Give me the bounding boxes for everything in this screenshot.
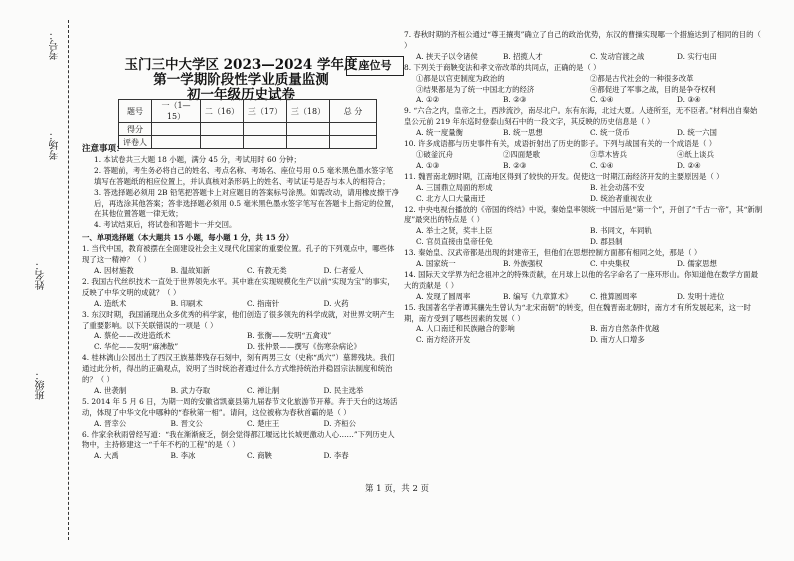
option[interactable]: D. 儒家思想 — [677, 259, 717, 269]
options — [404, 335, 764, 346]
option[interactable]: A. 统一度量衡 — [416, 128, 463, 138]
option: ②都是古代社会的一种很多改革 — [590, 73, 694, 83]
question — [404, 63, 764, 107]
option[interactable]: D. 李春 — [323, 451, 349, 461]
option[interactable]: C. 北方人口大量南迁 — [416, 193, 486, 203]
options — [404, 95, 764, 106]
exam-title-line2: 第一学期阶段性学业质量监测 — [153, 72, 329, 88]
question-stem: 9. “六合之内，皇帝之土，西涉流沙，南尽北户。东有东海，北过大夏。人迹所至，无不臣者。”材料出自秦始皇公元前 219 年东巡时登泰山刻石中的一段文字，其反映的历史信息是（ ） — [404, 106, 758, 127]
binding-margin — [6, 20, 76, 540]
question-stem: 2. 我国古代丝织技术一直处于世界领先水平。其中谁在实现规模化生产以前“实现为宝”的事实，反映了中华文明的成就？（ ） — [82, 276, 395, 297]
seat-number-box: 座位号 — [346, 56, 404, 76]
class-label: 班级： — [36, 370, 47, 400]
option[interactable]: D. 实行屯田 — [677, 51, 717, 61]
page-footer: 第 1 页，共 2 页 — [364, 484, 430, 494]
note-item: 4. 考试结束后，将试卷和答题卡一并交回。 — [94, 220, 237, 230]
score-cell[interactable] — [152, 123, 201, 136]
option[interactable]: C. 统一货币 — [590, 128, 630, 138]
options — [404, 74, 764, 85]
binding-dashed-line — [68, 20, 69, 540]
option[interactable]: B. ②③ — [503, 160, 527, 170]
options — [404, 226, 764, 237]
question-stem: 13. 秦始皇、汉武帝都是出现的封建帝王，但他们在思想控制方面都有相同之处，那是（ ） — [404, 248, 702, 258]
option[interactable]: D. 齐桓公 — [323, 418, 357, 428]
options — [82, 266, 400, 277]
option[interactable]: C. 发动官渡之战 — [590, 51, 645, 61]
question — [82, 430, 400, 463]
option: ①都是以官吏制度为政治的 — [416, 73, 505, 83]
options — [82, 386, 400, 397]
option[interactable]: A. 举士之贤，奖丰上臣 — [416, 226, 493, 236]
option[interactable]: A. 因材施教 — [94, 265, 134, 275]
option[interactable]: B. 统一思想 — [503, 128, 543, 138]
question-stem: 12. 中央电视台播放的《帝国的终结》中说，秦始皇率领统一中国后是“第一个”，开创了“千古一帝”，其“新制度”最突出的特点是（ ） — [404, 204, 763, 225]
options — [404, 324, 764, 335]
option[interactable]: A. 造纸术 — [94, 298, 127, 308]
question-stem: 10. 许多成语都与历史事件有关，成语折射出了历史的影子。下列与战国有关的一个成语是（ ） — [404, 139, 717, 149]
right-body — [404, 30, 764, 346]
options — [404, 183, 764, 194]
options — [82, 451, 400, 462]
option[interactable]: B. 温故知新 — [170, 265, 211, 275]
option[interactable]: C. 华佗——发明“麻沸散” — [94, 342, 179, 352]
options — [82, 299, 400, 310]
option[interactable]: C. 中央集权 — [590, 259, 630, 269]
option: ③草木皆兵 — [590, 149, 627, 159]
option[interactable]: A. 三国鼎立局面的形成 — [416, 182, 493, 192]
score-row-label: 得分 — [119, 123, 152, 136]
option[interactable]: C. 推算圆周率 — [590, 291, 638, 301]
question-stem: 3. 东汉时期，我国涌现出众多优秀的科学家，他们创造了很多领先的科学成就，对世界文明产生了重要影响。以下关联错误的一项是（ ） — [82, 309, 395, 330]
options — [82, 331, 400, 342]
left-column — [82, 0, 400, 103]
option[interactable]: A. 国家统一 — [416, 259, 456, 269]
exam-no-label: 考号： — [50, 30, 61, 60]
question-stem: 7. 春秋时期的齐桓公通过“尊王攘夷”确立了自己的政治优势，东汉的曹操实现哪一个措施达到了相同的目的（ ） — [404, 30, 761, 50]
option[interactable]: D. 发明十进位 — [677, 291, 725, 301]
question-stem: 8. 下列关于商鞅变法和孝文帝改革的共同点，正确的是（ ） — [404, 62, 601, 72]
options — [82, 342, 400, 353]
option: ①破釜沉舟 — [416, 149, 453, 159]
score-cell[interactable] — [330, 123, 377, 136]
option[interactable]: A. 世袭制 — [94, 385, 127, 395]
note-item: 1. 本试卷共三大题 18 小题，满分 45 分，考试用时 60 分钟； — [94, 154, 301, 164]
name-label: 姓名： — [36, 260, 47, 290]
question-stem: 6. 作家余秋雨曾经写道：“我在渐渐疲乏，倒会觉得都江堰远比长城更激动人心……”下列历史人物中，主持修建这一“千年不朽的工程”的是（ ） — [82, 429, 395, 450]
option[interactable]: B. 招揽人才 — [503, 51, 543, 61]
question — [404, 30, 764, 63]
option[interactable]: B. 编写《九章算术》 — [503, 291, 573, 301]
score-row-label: 评卷人 — [119, 136, 152, 149]
note-item: 3. 答选择题必须用 2B 铅笔把答题卡上对应题目的答案标号涂黑。如需改动，请用橡皮擦干净后，再选涂其他答案；答非选择题必须用 0.5 毫米黑色墨水签字笔写在答题卡上指定的位置，在其他位置答题一律无效； — [94, 187, 400, 219]
exam-title-line3: 初一年级历史试卷 — [187, 87, 295, 103]
option[interactable]: C. 有教无类 — [247, 265, 287, 275]
options — [404, 85, 764, 96]
option[interactable]: C. 南方经济开发 — [416, 335, 471, 345]
question — [82, 244, 400, 277]
option: ③结果都是为了统一中国北方的经济 — [416, 84, 535, 94]
option[interactable]: D. ②④ — [677, 160, 701, 170]
option[interactable]: C. 官员直接由皇帝任免 — [416, 237, 493, 247]
option[interactable]: B. 南方自然条件优越 — [590, 324, 660, 334]
question-stem: 14. 国际天文学界为纪念祖冲之的特殊贡献，在月球上以他的名字命名了一座环形山。你知道他在数学方面最大的贡献是（ ） — [404, 269, 759, 290]
notes-heading: 注意事项： — [82, 144, 125, 154]
option[interactable]: C. 商鞅 — [247, 451, 272, 461]
option[interactable]: C. ①④ — [590, 160, 614, 170]
option[interactable]: A. 蔡伦——改进造纸术 — [94, 331, 171, 341]
option: ②四面楚歌 — [503, 149, 540, 159]
option[interactable]: D. 统一六国 — [677, 128, 717, 138]
options — [404, 150, 764, 161]
option[interactable]: A. ①② — [416, 95, 440, 105]
score-col: 总 分 — [330, 100, 377, 123]
question — [404, 139, 764, 172]
option: ④纸上谈兵 — [677, 149, 714, 159]
option[interactable]: B. 武力夺取 — [170, 385, 211, 395]
option[interactable]: B. 张衡——发明“五禽戏” — [247, 331, 332, 341]
exam-room-label: 考场： — [50, 130, 61, 160]
question — [404, 106, 764, 139]
question — [82, 353, 400, 397]
option[interactable]: D. 火药 — [323, 298, 349, 308]
question — [82, 310, 400, 354]
option[interactable]: B. ②③ — [503, 95, 527, 105]
options — [82, 419, 400, 430]
left-body — [82, 144, 400, 462]
option[interactable]: B. 书同文，车同轨 — [590, 226, 652, 236]
exam-title-line1: 玉门三中大学区 2023—2024 学年度 — [124, 57, 358, 73]
question — [82, 397, 400, 430]
options — [404, 194, 764, 205]
score-col: 二（16） — [201, 100, 244, 123]
note-item: 2. 答题前，考生务必将自己的姓名、考点名称、考场名、座位号用 0.5 毫米黑色墨水签字笔填写在答题纸的相应位置上，并认真核对条形码上的姓名、考试证号是否与本人的相符合； — [94, 165, 394, 186]
option[interactable]: D. 仁者爱人 — [323, 265, 364, 275]
options — [404, 259, 764, 270]
option[interactable]: D. 张仲景——撰写《伤寒杂病论》 — [247, 342, 361, 352]
option[interactable]: B. 晋文公 — [170, 418, 203, 428]
score-table — [118, 99, 377, 149]
option[interactable]: C. 指南针 — [247, 298, 280, 308]
question-stem: 11. 魏晋南北朝时期，江南地区得到了较快的开发。促使这一时期江南经济开发的主要原因是（ ） — [404, 171, 724, 181]
question — [82, 277, 400, 310]
option[interactable]: B. 社会动荡不安 — [590, 182, 645, 192]
score-col: 三（18） — [287, 100, 330, 123]
option[interactable]: B. 外族强权 — [503, 259, 543, 269]
options — [404, 237, 764, 248]
question-stem: 5. 2014 年 5 月 6 日，为期一周的安徽省凯豪县第九届春节文化旅游节开幕。奔于天台的这场活动，体现了中华文化中哪种的“春秋第一相”。请问，这位被称为春秋首霸的是（ ） — [82, 396, 398, 417]
option[interactable]: A. 人口南迁和民族融合的影响 — [416, 324, 515, 334]
question — [404, 205, 764, 249]
option[interactable]: C. 禅让制 — [247, 385, 280, 395]
score-col: 三（17） — [244, 100, 287, 123]
option[interactable]: A. 发现了圆周率 — [416, 291, 471, 301]
question — [404, 303, 764, 347]
option[interactable]: B. 印刷术 — [170, 298, 203, 308]
score-cell[interactable] — [287, 123, 330, 136]
section1-heading: 一、单项选择题（本大题共 15 小题，每小题 1 分，共 15 分） — [82, 233, 294, 243]
option[interactable]: D. 统治者重视农业 — [590, 193, 653, 203]
score-cell[interactable] — [244, 123, 287, 136]
question — [404, 270, 764, 303]
option[interactable]: B. 李冰 — [170, 451, 196, 461]
option[interactable]: A. 晋幸公 — [94, 418, 127, 428]
question-stem: 15. 我国著名学者谭其骧先生曾认为“北宋南朝”的转变，但在魏晋南北朝时，南方才有所发展起来，这一时期，南方受到了哪些因素的发展（ ） — [404, 302, 751, 323]
option[interactable]: D. ③④ — [677, 95, 701, 105]
option[interactable]: C. 楚庄王 — [247, 418, 280, 428]
option[interactable]: D. 南方人口增多 — [590, 335, 645, 345]
option[interactable]: D. 民主选举 — [323, 385, 364, 395]
option[interactable]: D. 郡县制 — [590, 237, 623, 247]
option[interactable]: A. ①③ — [416, 160, 440, 170]
option[interactable]: A. 大禹 — [94, 451, 119, 461]
question-stem: 1. 当代中国，教育被摆在全面建设社会主义现代化国家的重要位置。孔子的下列观点中，哪些体现了这一精神？（ ） — [82, 244, 395, 265]
option[interactable]: A. 挟天子以令诸侯 — [416, 51, 478, 61]
score-row-label: 题号 — [119, 100, 152, 123]
question-stem: 4. 桂林漓山公园出土了西汉王族墓葬残存石刻中，刻有两男三女（史称“禹穴”）墓葬残块。我们通过此分析，得出的正确观点，说明了当时统治者通过什么方式维持统治并稳固宗法制度和统治的？（ ） — [82, 353, 395, 385]
question — [404, 172, 764, 205]
score-col: 一（1—15） — [152, 100, 201, 123]
options — [404, 52, 764, 63]
option[interactable]: C. ①④ — [590, 95, 614, 105]
score-cell[interactable] — [201, 123, 244, 136]
option: ④都促进了军事之战，目的是争夺权利 — [590, 84, 716, 94]
options — [404, 292, 764, 303]
options — [404, 161, 764, 172]
question — [404, 248, 764, 270]
options — [404, 128, 764, 139]
